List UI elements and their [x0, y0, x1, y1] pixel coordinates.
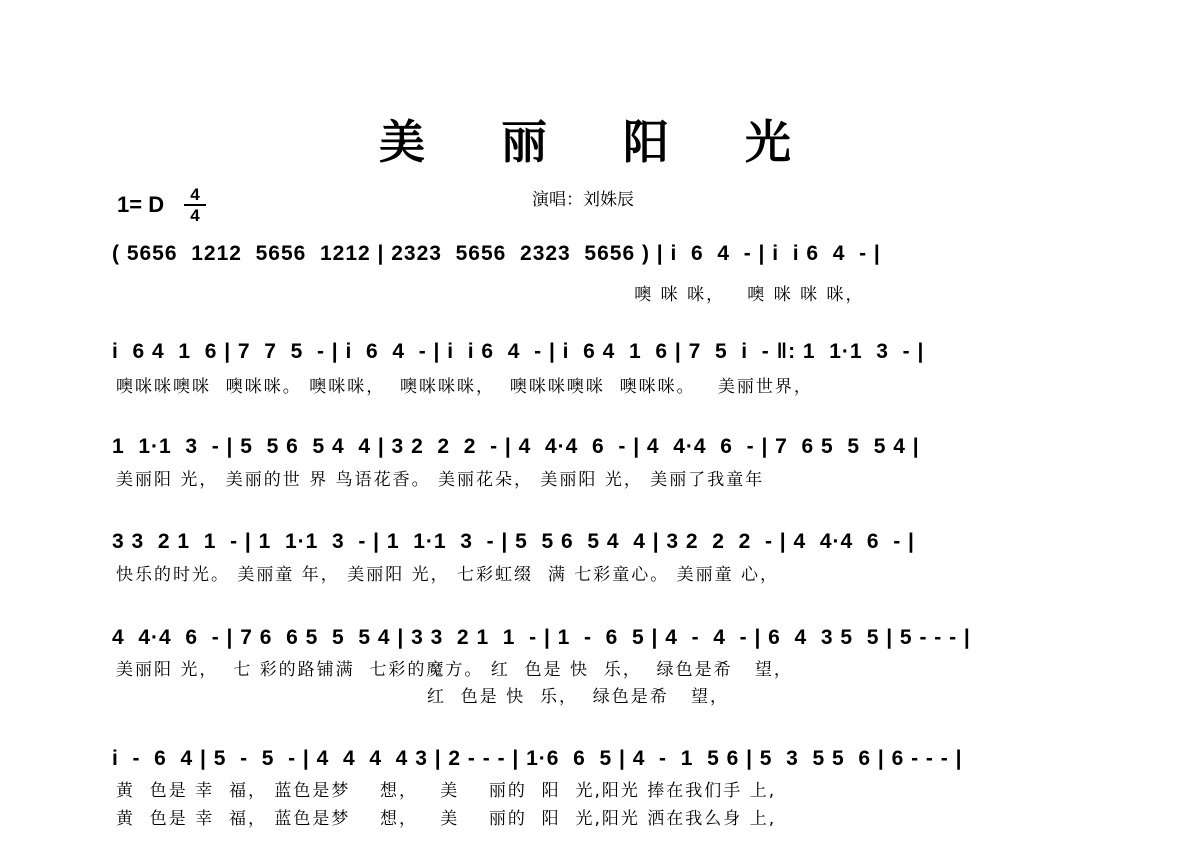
lyric-line-2: 噢咪咪噢咪 噢咪咪。 噢咪咪， 噢咪咪咪， 噢咪咪噢咪 噢咪咪。 美丽世界，	[116, 377, 813, 397]
score-title: 美 丽 阳 光	[378, 115, 822, 169]
notation-line-4: 3 3 2 1 1 - | 1 1·1 3 - | 1 1·1 3 - | 5 5 6 5 4 4 | 3 2 2 2 - | 4 4·4 6 - |	[112, 530, 915, 553]
lyric-line-5b: 红 色是 快 乐， 绿色是希 望，	[116, 687, 729, 707]
lyric-line-6: 黄 色是 幸 福， 蓝色是梦 想， 美 丽的 阳 光,阳光 捧在我们手 上,	[116, 781, 777, 801]
key-signature: 1= D	[117, 192, 165, 217]
lyric-line-6b: 黄 色是 幸 福， 蓝色是梦 想， 美 丽的 阳 光,阳光 洒在我么身 上,	[116, 809, 777, 829]
time-signature-bottom: 4	[190, 206, 200, 225]
lyric-line-1: 噢 咪 咪， 噢 咪 咪 咪，	[116, 285, 865, 305]
notation-line-6: i - 6 4 | 5 - 5 - | 4 4 4 4 3 | 2 - - - | 1·6 6 5 | 4 - 1 5 6 | 5 3 5 5 6 | 6 - - - |	[112, 747, 963, 770]
lyric-line-3: 美丽阳 光， 美丽的世 界 鸟语花香。 美丽花朵， 美丽阳 光， 美丽了我童年	[116, 470, 765, 490]
notation-line-5: 4 4·4 6 - | 7 6 6 5 5 5 4 | 3 3 2 1 1 - | 1 - 6 5 | 4 - 4 - | 6 4 3 5 5 | 5 - - - |	[112, 626, 971, 649]
singer-credit: 演唱：刘姝辰	[532, 190, 634, 210]
time-signature-top: 4	[190, 185, 200, 204]
notation-line-2: i 6 4 1 6 | 7 7 5 - | i 6 4 - | i i 6 4 - | i 6 4 1 6 | 7 5 i - ‖: 1 1·1 3 - |	[112, 340, 925, 363]
lyric-line-4: 快乐的时光。 美丽童 年， 美丽阳 光， 七彩虹缀 满 七彩童心。 美丽童 心，	[116, 565, 780, 585]
notation-line-1: ( 5656 1212 5656 1212 | 2323 5656 2323 5656 ) | i 6 4 - | i i 6 4 - |	[112, 242, 881, 265]
lyric-line-5: 美丽阳 光， 七 彩的路铺满 七彩的魔方。 红 色是 快 乐， 绿色是希 望，	[116, 660, 793, 680]
notation-line-3: 1 1·1 3 - | 5 5 6 5 4 4 | 3 2 2 2 - | 4 4·4 6 - | 4 4·4 6 - | 7 6 5 5 5 4 |	[112, 435, 920, 458]
time-signature	[184, 186, 206, 224]
